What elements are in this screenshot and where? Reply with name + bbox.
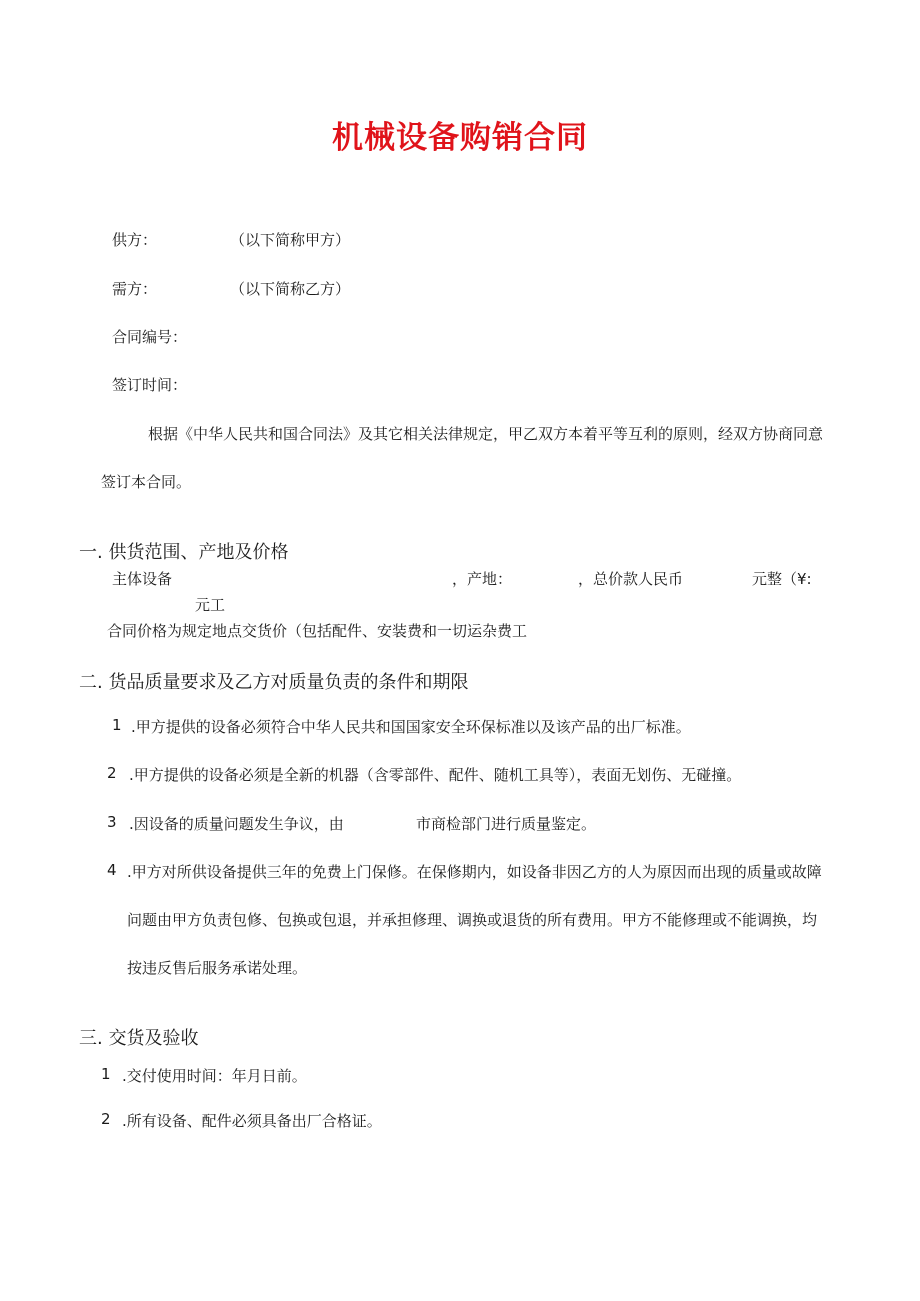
s2-item-2-number: 2 bbox=[107, 764, 117, 782]
buyer-label: 需方： bbox=[112, 280, 158, 298]
signing-time-label: 签订时间： bbox=[112, 376, 188, 394]
s3-item-1-text: .交付使用时间：年月日前。 bbox=[122, 1067, 307, 1085]
origin-label: ，产地： bbox=[452, 570, 513, 588]
price-note: 合同价格为规定地点交货价（包括配件、安装费和一切运杂费工 bbox=[107, 622, 528, 640]
section-3-heading: 三. 交货及验收 bbox=[79, 1028, 199, 1049]
price-yuan-gong: 元工 bbox=[195, 596, 226, 614]
s3-item-2-number: 2 bbox=[101, 1110, 111, 1128]
preamble-line-1: 根据《中华人民共和国合同法》及其它相关法律规定，甲乙双方本着平等互利的原则，经双方协商同意 bbox=[148, 425, 824, 443]
contract-number-label: 合同编号： bbox=[112, 328, 188, 346]
preamble-line-2: 签订本合同。 bbox=[101, 473, 192, 491]
supplier-label: 供方： bbox=[112, 231, 158, 249]
s2-item-4-text-line-2: 问题由甲方负责包修、包换或包退，并承担修理、调换或退货的所有费用。甲方不能修理或不能调换，均 bbox=[127, 911, 818, 929]
s2-item-2-text: .甲方提供的设备必须是全新的机器（含零部件、配件、随机工具等），表面无划伤、无碰撞。 bbox=[129, 766, 742, 784]
buyer-note: （以下简称乙方） bbox=[230, 280, 351, 298]
main-equipment-label: 主体设备 bbox=[112, 570, 173, 588]
s2-item-4-number: 4 bbox=[107, 861, 117, 879]
section-2-heading: 二. 货品质量要求及乙方对质量负责的条件和期限 bbox=[79, 672, 469, 693]
s2-item-1-text: .甲方提供的设备必须符合中华人民共和国国家安全环保标准以及该产品的出厂标准。 bbox=[131, 718, 691, 736]
s2-item-3-text-b: 市商检部门进行质量鉴定。 bbox=[416, 815, 597, 833]
document-title: 机械设备购销合同 bbox=[332, 120, 588, 156]
supplier-note: （以下简称甲方） bbox=[230, 231, 351, 249]
s3-item-1-number: 1 bbox=[101, 1065, 111, 1083]
s3-item-2-text: .所有设备、配件必须具备出厂合格证。 bbox=[122, 1112, 382, 1130]
s2-item-1-number: 1 bbox=[112, 716, 122, 734]
price-yuan-label: 元整（¥: bbox=[752, 570, 812, 588]
s2-item-3-number: 3 bbox=[107, 813, 117, 831]
s2-item-4-text-line-3: 按违反售后服务承诺处理。 bbox=[127, 959, 308, 977]
s2-item-3-text: .因设备的质量问题发生争议，由 bbox=[129, 815, 344, 833]
s2-item-4-text: .甲方对所供设备提供三年的免费上门保修。在保修期内，如设备非因乙方的人为原因而出现的质量或故障 bbox=[127, 863, 822, 881]
total-price-label: ，总价款人民币 bbox=[578, 570, 684, 588]
section-1-heading: 一. 供货范围、产地及价格 bbox=[79, 542, 289, 563]
